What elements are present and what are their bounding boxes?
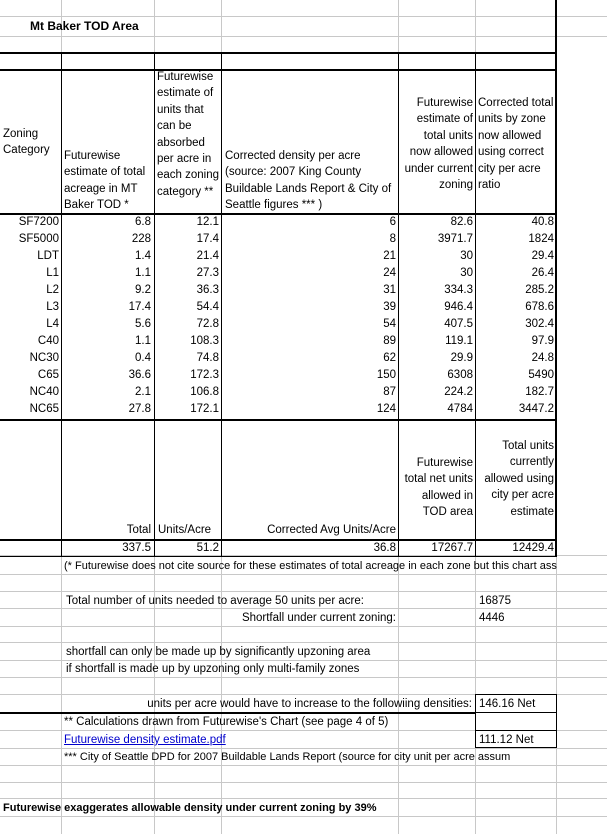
cell-corrected: 39 [383, 301, 396, 313]
gridline [0, 677, 607, 678]
shortfall-line-1: shortfall can only be made up by significantly upzoning area [66, 646, 371, 658]
cell-absorbed: 12.1 [196, 216, 219, 228]
conclusion: Futurewise exaggerates allowable density under current zoning by 39% [3, 802, 377, 814]
cell-absorbed: 72.8 [196, 318, 219, 330]
cell-corr-total: 5490 [528, 369, 554, 381]
header-zoning: Zoning Category [3, 128, 50, 157]
header-absorbed: Futurewise estimate of units that can be absorbed per acre in each zoning category ** [157, 71, 220, 198]
cell-acreage: 27.8 [128, 403, 151, 415]
cell-fw-total: 4784 [447, 403, 473, 415]
cell-corrected: 87 [383, 386, 396, 398]
cell-zone: C40 [37, 335, 59, 347]
cell-acreage: 1.1 [135, 335, 151, 347]
cell-corrected: 8 [389, 233, 396, 245]
calc-note: ** Calculations drawn from Futurewise's Chart (see page 4 of 5) [64, 716, 389, 728]
border-line [555, 0, 557, 557]
border-line [0, 556, 557, 557]
header-acreage: Futurewise estimate of total acreage in MT Baker TOD * [64, 150, 146, 212]
cell-zone: SF7200 [18, 216, 59, 228]
gridline [0, 798, 607, 799]
cell-corr-total: 26.4 [531, 267, 554, 279]
cell-corr-total: 40.8 [531, 216, 554, 228]
cell-absorbed: 36.3 [196, 284, 219, 296]
border-line [0, 712, 475, 714]
cell-corrected: 89 [383, 335, 396, 347]
gridline [0, 574, 607, 575]
gridline [0, 608, 607, 609]
cell-corrected: 24 [383, 267, 396, 279]
header-corrected-density: Corrected density per acre (source: 2007 King County Buildable Lands Report & City of Seattle figures *** ) [225, 150, 392, 212]
border-line [0, 69, 557, 71]
sheet-title: Mt Baker TOD Area [30, 19, 139, 33]
futurewise-pdf-link[interactable]: Futurewise density estimate.pdf [64, 734, 226, 746]
border-line [475, 694, 557, 695]
border-line [475, 712, 557, 713]
totals-header-corr-avg: Corrected Avg Units/Acre [267, 524, 396, 536]
cell-fw-total: 946.4 [444, 301, 473, 313]
border-line [0, 539, 557, 541]
cell-fw-total: 6308 [447, 369, 473, 381]
totals-header-units-acre: Units/Acre [158, 524, 212, 536]
link-value: 111.12 Net [479, 734, 534, 746]
border-line [0, 419, 557, 421]
cell-acreage: 2.1 [135, 386, 151, 398]
increase-value: 146.16 Net [479, 698, 536, 710]
cell-fw-total: 119.1 [445, 335, 473, 347]
cell-fw-total: 82.6 [450, 216, 473, 228]
cell-fw-total: 407.5 [444, 318, 473, 330]
cell-absorbed: 172.1 [190, 403, 219, 415]
border-line [556, 694, 557, 748]
cell-corrected: 6 [389, 216, 396, 228]
gridline [0, 816, 607, 817]
cell-corr-total: 3447.2 [518, 403, 554, 415]
cell-corr-total: 302.4 [525, 318, 554, 330]
cell-corr-total: 285.2 [525, 284, 554, 296]
shortfall-value: 4446 [479, 612, 505, 624]
cell-corr-total: 24.8 [531, 352, 554, 364]
totals-header-allowed-city: Total units currently allowed using city per acre estimate [484, 440, 554, 518]
cell-absorbed: 74.8 [196, 352, 219, 364]
cell-acreage: 6.8 [135, 216, 151, 228]
cell-acreage: 1.4 [135, 250, 151, 262]
cell-fw-total: 30 [460, 267, 473, 279]
cell-fw-total: 29.9 [450, 352, 473, 364]
cell-zone: L1 [46, 267, 59, 279]
cell-acreage: 228 [131, 233, 151, 245]
total-acreage: 337.5 [122, 542, 151, 554]
cell-zone: L2 [46, 284, 59, 296]
cell-fw-total: 224.2 [444, 386, 473, 398]
total-corr-avg: 36.8 [373, 542, 396, 554]
cell-zone: L4 [46, 318, 59, 330]
cell-fw-total: 30 [460, 250, 473, 262]
border-line [475, 694, 476, 748]
shortfall-label: Shortfall under current zoning: [241, 612, 396, 624]
cell-corr-total: 678.6 [525, 301, 554, 313]
gridline [0, 16, 607, 17]
totals-header-fw-net: Futurewise total net units allowed in TOD area [404, 457, 473, 519]
cell-corrected: 124 [376, 403, 396, 415]
needed-label: Total number of units needed to average 50 units per acre: [66, 595, 364, 607]
total-allowed-city: 12429.4 [512, 542, 554, 554]
cell-absorbed: 54.4 [196, 301, 219, 313]
cell-acreage: 1.1 [135, 267, 151, 279]
header-fw-total: Futurewise estimate of total units now allowed under current zoning [404, 97, 473, 192]
gridline [0, 765, 607, 766]
city-note: *** City of Seattle DPD for 2007 Buildable Lands Report (source for city unit per acre assum [64, 751, 511, 763]
cell-zone: NC30 [29, 352, 59, 364]
cell-acreage: 5.6 [135, 318, 151, 330]
cell-acreage: 17.4 [128, 301, 151, 313]
cell-zone: LDT [37, 250, 59, 262]
cell-zone: C65 [37, 369, 59, 381]
totals-header-total: Total [126, 524, 151, 536]
total-units-acre: 51.2 [196, 542, 219, 554]
cell-fw-total: 3971.7 [437, 233, 473, 245]
gridline [0, 626, 607, 627]
gridline [0, 748, 607, 749]
cell-zone: NC65 [29, 403, 59, 415]
cell-zone: SF5000 [18, 233, 59, 245]
gridline [0, 660, 607, 661]
note-acreage-source: (* Futurewise does not cite source for these estimates of total acreage in each zone but this chart ass [64, 560, 557, 572]
cell-absorbed: 108.3 [190, 335, 219, 347]
cell-zone: NC40 [29, 386, 59, 398]
header-corrected-total: Corrected total units by zone now allowed using correct city per acre ratio [478, 97, 554, 192]
cell-corrected: 21 [383, 250, 396, 262]
cell-corrected: 31 [383, 284, 396, 296]
gridline [0, 782, 607, 783]
cell-corr-total: 97.9 [531, 335, 554, 347]
cell-acreage: 0.4 [135, 352, 151, 364]
needed-value: 16875 [479, 595, 511, 607]
cell-absorbed: 27.3 [196, 267, 219, 279]
cell-absorbed: 17.4 [196, 233, 219, 245]
gridline [0, 591, 607, 592]
cell-absorbed: 21.4 [196, 250, 219, 262]
border-line [475, 747, 557, 748]
total-fw-net: 17267.7 [431, 542, 473, 554]
cell-acreage: 9.2 [135, 284, 151, 296]
increase-label: units per acre would have to increase to the followiing densities: [147, 698, 472, 710]
cell-corr-total: 182.7 [525, 386, 554, 398]
cell-zone: L3 [46, 301, 59, 313]
cell-corrected: 54 [383, 318, 396, 330]
cell-acreage: 36.6 [128, 369, 151, 381]
cell-corr-total: 1824 [528, 233, 554, 245]
cell-corr-total: 29.4 [531, 250, 554, 262]
cell-corrected: 150 [376, 369, 396, 381]
border-line [475, 730, 557, 731]
gridline [0, 36, 607, 37]
gridline [0, 642, 607, 643]
cell-fw-total: 334.3 [444, 284, 473, 296]
border-line [0, 52, 557, 54]
cell-corrected: 62 [383, 352, 396, 364]
cell-absorbed: 172.3 [190, 369, 219, 381]
cell-absorbed: 106.8 [190, 386, 219, 398]
shortfall-line-2: if shortfall is made up by upzoning only multi-family zones [66, 663, 360, 675]
